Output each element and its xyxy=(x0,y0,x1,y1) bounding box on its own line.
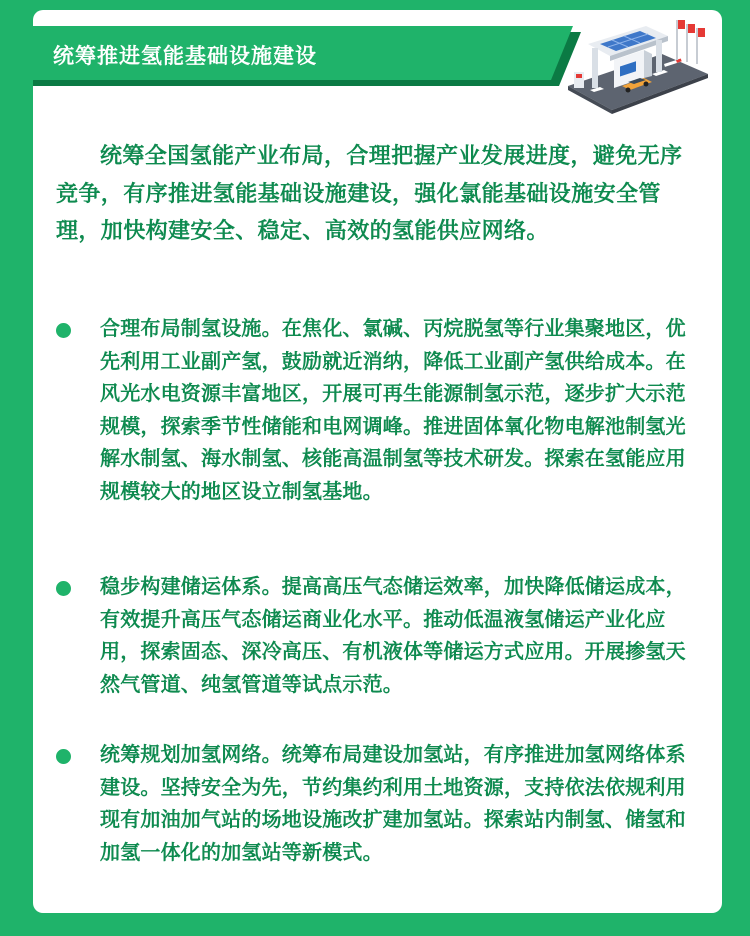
bullet-dot-icon xyxy=(56,749,71,764)
section-banner xyxy=(33,26,581,86)
bullet-dot-icon xyxy=(56,581,71,596)
bullet-dot-icon xyxy=(56,323,71,338)
intro-paragraph: 统筹全国氢能产业布局，合理把握产业发展进度，避免无序竞争，有序推进氢能基础设施建设，强化氯能基础设施安全管理，加快构建安全、稳定、高效的氢能供应网络。 xyxy=(56,144,683,244)
list-item-text: 合理布局制氢设施。在焦化、氯碱、丙烷脱氢等行业集聚地区，优先利用工业副产氢，鼓励就近消纳，降低工业副产氢供给成本。在风光水电资源丰富地区，开展可再生能源制氢示范，逐步扩大示范规模，探索季节性储能和电网调峰。推进固体氧化物电解池制氢光解水制氢、海水制氢、核能高温制氢等技术研发。探索在氢能应用规模较大的地区设立制氢基地。 xyxy=(100,316,686,503)
list-item-text: 稳步构建储运体系。提高高压气态储运效率，加快降低储运成本，有效提升高压气态储运商业化水平。推动低温液氢储运产业化应用，探索固态、深冷高压、有机液体等储运方式应用。开展掺氢天然气管道、纯氢管道等试点示范。 xyxy=(100,574,686,696)
section-title: 统筹推进氢能基础设施建设 xyxy=(53,44,317,68)
hydrogen-refueling-station-icon xyxy=(560,14,710,114)
list-item-text: 统筹规划加氢网络。统筹布局建设加氢站，有序推进加氢网络体系建设。坚持安全为先，节约集约利用土地资源，支持依法依规利用现有加油加气站的场地设施改扩建加氢站。探索站内制氢、储氢和加氢一体化的加氢站等新模式。 xyxy=(100,742,686,864)
